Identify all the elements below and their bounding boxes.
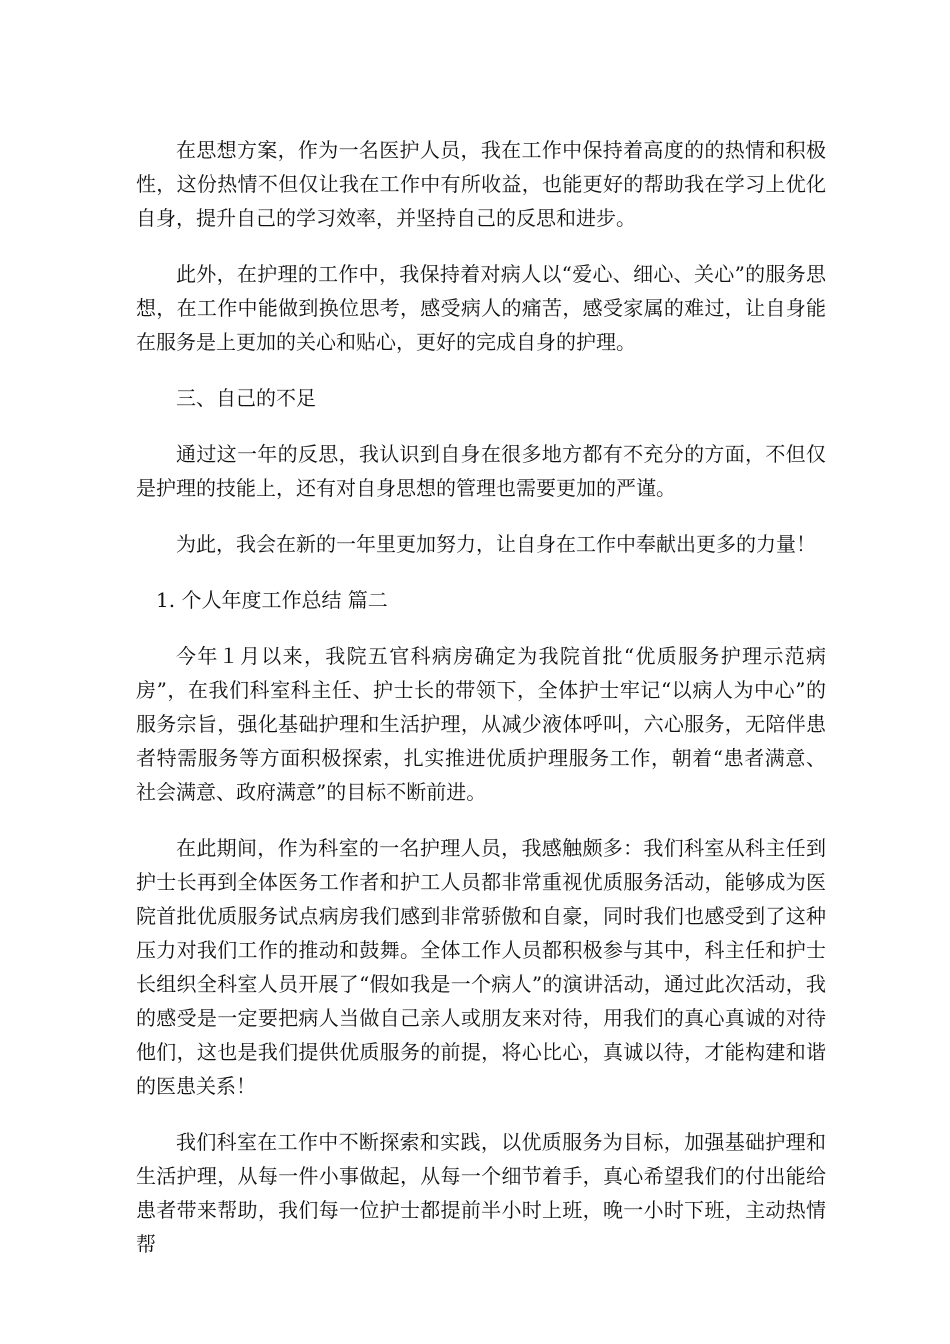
paragraph-spacer: [136, 1103, 826, 1125]
paragraph-service-attitude: 此外，在护理的工作中，我保持着对病人以“爱心、细心、关心”的服务思想，在工作中能做到换位思考，感受病人的痛苦，感受家属的难过，让自身能在服务是上更加的关心和贴心，更好的完成自身的护理。: [136, 262, 826, 354]
paragraph-spacer: [136, 359, 826, 381]
paragraph-spacer: [136, 415, 826, 437]
paragraph-spacer: [136, 505, 826, 527]
paragraph-spacer: [136, 809, 826, 831]
document-body: [136, 133, 826, 1261]
paragraph-thinking: 在思想方案，作为一名医护人员，我在工作中保持着高度的的热情和积极性，这份热情不但仅让我在工作中有所收益，也能更好的帮助我在学习上优化自身，提升自己的学习效率，并坚持自己的反思和进步。: [136, 138, 826, 230]
paragraph-resolution: 为此，我会在新的一年里更加努力，让自身在工作中奉献出更多的力量！: [176, 532, 816, 556]
paragraph-spacer: [136, 617, 826, 639]
paragraph-experience: 在此期间，作为科室的一名护理人员，我感触颇多：我们科室从科主任到护士长再到全体医务工作者和护工人员都非常重视优质服务活动，能够成为医院首批优质服务试点病房我们感到非常骄傲和自豪，同时我们也感受到了这种压力对我们工作的推动和鼓舞。全体工作人员都积极参与其中，科主任和护士长组织全科室人员开展了“假如我是一个病人”的演讲活动，通过此次活动，我的感受是一定要把病人当做自己亲人或朋友来对待，用我们的真心真诚的对待他们，这也是我们提供优质服务的前提，将心比心，真诚以待，才能构建和谐的医患关系！: [136, 836, 826, 1098]
paragraph-reflection: 通过这一年的反思，我认识到自身在很多地方都有不充分的方面，不但仅是护理的技能上，还有对自身思想的管理也需要更加的严谨。: [136, 442, 826, 500]
paragraph-practice: 我们科室在工作中不断探索和实践，以优质服务为目标，加强基础护理和生活护理，从每一件小事做起，从每一个细节着手，真心希望我们的付出能给患者带来帮助，我们每一位护士都提前半小时上班，晚一小时下班，主动热情帮: [136, 1130, 826, 1256]
section-heading-shortcomings: 三、自己的不足: [176, 386, 316, 410]
paragraph-spacer: [136, 561, 826, 583]
section-heading-part-two: 1. 个人年度工作总结 篇二: [156, 588, 388, 612]
paragraph-quality-ward: 今年１月以来，我院五官科病房确定为我院首批“优质服务护理示范病房”，在我们科室科主任、护士长的带领下，全体护士牢记“以病人为中心”的服务宗旨，强化基础护理和生活护理，从减少液体呼叫，六心服务，无陪伴患者特需服务等方面积极探索，扎实推进优质护理服务工作，朝着“患者满意、社会满意、政府满意”的目标不断前进。: [136, 644, 826, 804]
paragraph-spacer: [136, 235, 826, 257]
